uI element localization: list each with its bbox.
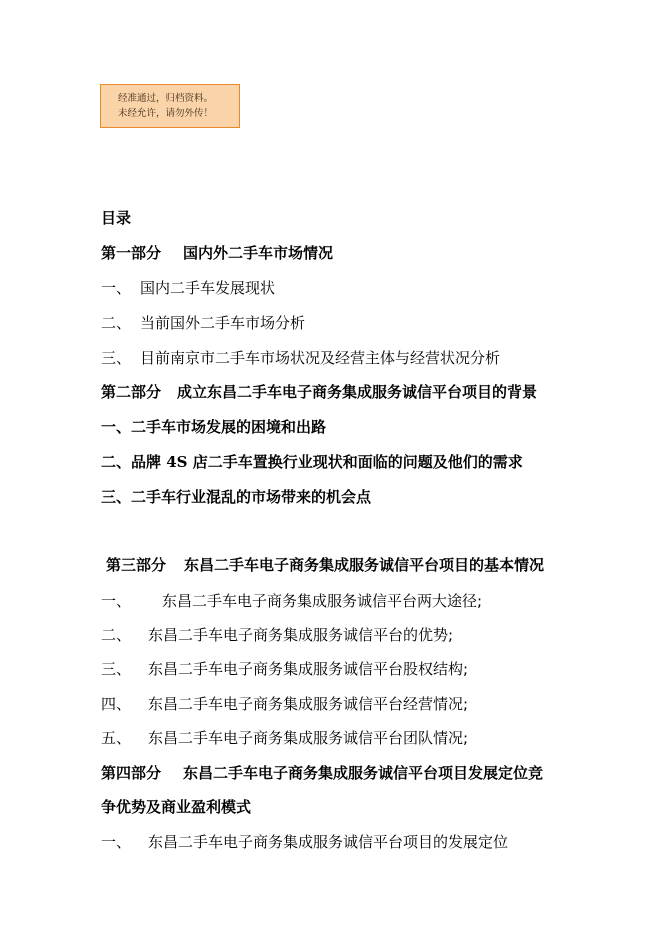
part1-title: 国内外二手车市场情况 (183, 244, 334, 262)
part3-item-5: 五、 东昌二手车电子商务集成服务诚信平台团队情况; (101, 729, 469, 747)
part2-title: 成立东昌二手车电子商务集成服务诚信平台项目的背景 (177, 383, 538, 401)
part4-heading (101, 763, 543, 783)
part4-label: 第四部分 (101, 764, 162, 782)
part1-item-2: 二、 当前国外二手车市场分析 (101, 314, 306, 332)
stamp-line-1: 经准通过，归档资料。 (118, 93, 214, 104)
part2-heading (101, 382, 537, 402)
stamp-line-2: 未经允许，请勿外传！ (118, 108, 214, 119)
part1-heading (101, 243, 333, 263)
part3-label: 第三部分 (106, 556, 167, 574)
part2-item-2: 二、品牌 4S 店二手车置换行业现状和面临的问题及他们的需求 (101, 453, 523, 471)
part4-item-1: 一、 东昌二手车电子商务集成服务诚信平台项目的发展定位 (101, 833, 509, 851)
part1-label: 第一部分 (101, 244, 162, 262)
part3-title: 东昌二手车电子商务集成服务诚信平台项目的基本情况 (184, 556, 545, 574)
part3-item-4: 四、 东昌二手车电子商务集成服务诚信平台经营情况; (101, 695, 469, 713)
confidential-stamp (100, 84, 240, 128)
part1-item-3: 三、 目前南京市二手车市场状况及经营主体与经营状况分析 (101, 349, 501, 367)
part3-heading (106, 555, 544, 575)
part2-item-1: 一、二手车市场发展的困境和出路 (101, 418, 327, 436)
part4-title-line2: 争优势及商业盈利模式 (101, 798, 252, 816)
part3-item-2: 二、 东昌二手车电子商务集成服务诚信平台的优势; (101, 626, 454, 644)
toc-title: 目录 (101, 209, 132, 227)
part1-item-1: 一、 国内二手车发展现状 (101, 279, 276, 297)
part2-label: 第二部分 (101, 383, 162, 401)
part3-item-1: 一、 东昌二手车电子商务集成服务诚信平台两大途径; (101, 592, 483, 610)
part2-item-3: 三、二手车行业混乱的市场带来的机会点 (101, 488, 372, 506)
part4-title-line1: 东昌二手车电子商务集成服务诚信平台项目发展定位竞 (183, 764, 544, 782)
part3-item-3: 三、 东昌二手车电子商务集成服务诚信平台股权结构; (101, 660, 469, 678)
